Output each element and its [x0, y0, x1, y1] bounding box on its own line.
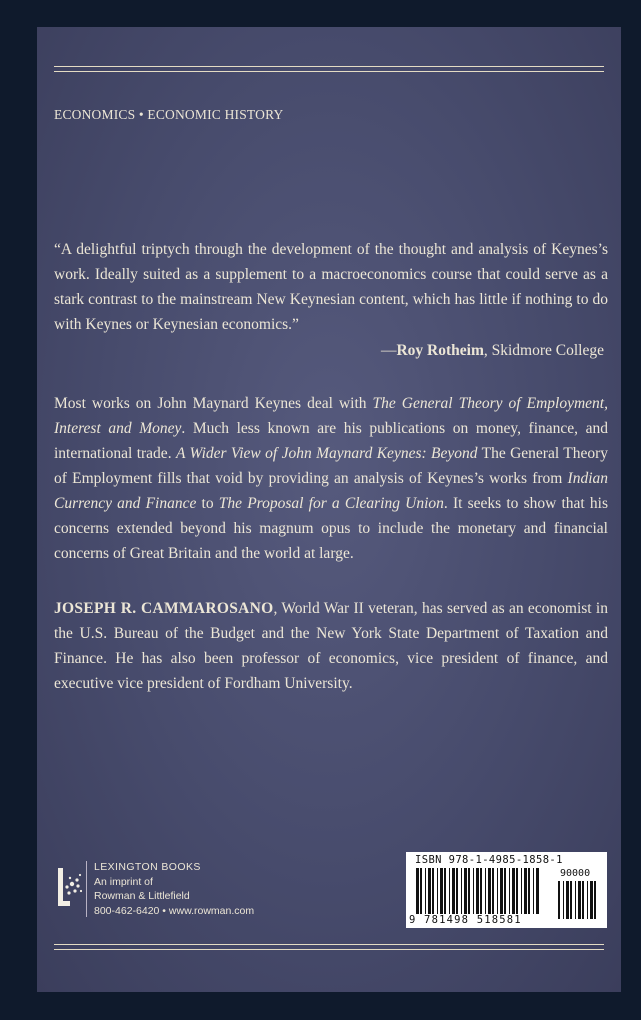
barcode-bar: [566, 881, 569, 919]
barcode-bar: [485, 868, 486, 914]
desc-text: Most works on John Maynard Keynes deal with: [54, 395, 373, 412]
desc-text: to: [196, 495, 219, 512]
barcode-bar: [449, 868, 450, 914]
barcode-bar: [432, 868, 434, 914]
review-attribution: [54, 338, 604, 363]
barcode-bar: [509, 868, 510, 914]
barcode-bar: [444, 868, 446, 914]
book-title: A Wider View of John Maynard Keynes: Beyond: [175, 445, 478, 462]
barcode-bar: [558, 881, 560, 919]
barcode-bar: [516, 868, 518, 914]
barcode-bar: [512, 868, 515, 914]
barcode-bar: [524, 868, 527, 914]
reviewer-name: Roy Rotheim: [396, 342, 484, 359]
back-cover: [37, 27, 621, 992]
barcode-bar: [587, 881, 588, 919]
bottom-rule: [54, 944, 604, 950]
desc-text: . It seeks to show that his concerns extended beyond his magnum opus to include the monetary and financial concerns of Great Britain and the world at large.: [54, 495, 609, 562]
barcode-bar: [533, 868, 534, 914]
publisher-divider: [86, 861, 87, 917]
barcode-bar: [594, 881, 596, 919]
barcode-bar: [497, 868, 498, 914]
barcode-bar: [492, 868, 494, 914]
barcode-bar: [563, 881, 564, 919]
bio-text: , World War II veteran, has served as an economist in the U.S. Bureau of the Budget and the New York State Department of Taxation and Finance. He has also been professor of economics, vice president of finance, and executive vice president of Fordham University.: [54, 600, 608, 692]
barcode-bar: [590, 881, 593, 919]
barcode-bar: [456, 868, 458, 914]
barcode-bar: [428, 868, 431, 914]
lexington-logo-icon: [56, 866, 82, 910]
barcode-bar: [468, 868, 470, 914]
barcode-bar: [476, 868, 479, 914]
author-name: JOSEPH R. CAMMAROSANO: [54, 600, 274, 617]
category-label: ECONOMICS • ECONOMIC HISTORY: [54, 107, 284, 122]
desc-text: The General Theory of Employment fills that void by providing an analysis of Keynes’s works from: [54, 445, 609, 487]
barcode-bar: [521, 868, 522, 914]
barcode-bar: [528, 868, 530, 914]
reviewer-affiliation: , Skidmore College: [483, 342, 604, 359]
publisher-parent: Rowman & Littlefield: [94, 890, 190, 902]
author-bio: [54, 596, 608, 696]
barcode-bar: [440, 868, 443, 914]
barcode-bar: [416, 868, 419, 914]
price-code: 90000: [560, 868, 591, 879]
isbn-text: ISBN 978-1-4985-1858-1: [415, 854, 563, 866]
top-rule: [54, 66, 604, 72]
barcode-bar: [500, 868, 503, 914]
review-quote: “A delightful triptych through the development of the thought and analysis of Keynes’s work. Ideally suited as a supplement to a macroeconomics course that could serve as a stark contrast to the mainstream New Keynesian content, which has little if nothing to do with Keynes or Keynesian economics.”: [54, 241, 608, 333]
barcode-bar: [488, 868, 491, 914]
attribution-dash: —: [380, 342, 397, 359]
barcode-bar: [570, 881, 572, 919]
barcode-bar: [464, 868, 467, 914]
price-barcode-bars: [558, 881, 600, 921]
barcode-bar: [504, 868, 506, 914]
barcode-bar: [420, 868, 422, 914]
barcode-bar: [582, 881, 584, 919]
publisher-contact: 800-462-6420 • www.rowman.com: [94, 904, 255, 917]
book-title: Indian Currency and Finance: [54, 470, 608, 512]
publisher-name: LEXINGTON BOOKS: [94, 861, 201, 873]
barcode-bar: [437, 868, 438, 914]
publisher-info: [94, 860, 254, 918]
book-title: The Proposal for a Clearing Union: [218, 495, 444, 512]
barcode-bar: [452, 868, 455, 914]
barcode-bar: [536, 868, 539, 914]
barcode-bar: [473, 868, 474, 914]
barcode-bar: [578, 881, 581, 919]
book-description: [54, 391, 608, 566]
ean-digits: 9 781498 518581: [409, 914, 522, 926]
barcode: [406, 852, 607, 928]
barcode-bar: [480, 868, 482, 914]
book-title: The General Theory of Employment, Interest and Money: [54, 395, 608, 437]
desc-text: . Much less known are his publications on money, finance, and international trade.: [54, 420, 608, 462]
publisher-imprint: An imprint of: [94, 875, 153, 888]
barcode-bar: [425, 868, 426, 914]
barcode-bar: [461, 868, 462, 914]
barcode-bar: [575, 881, 576, 919]
